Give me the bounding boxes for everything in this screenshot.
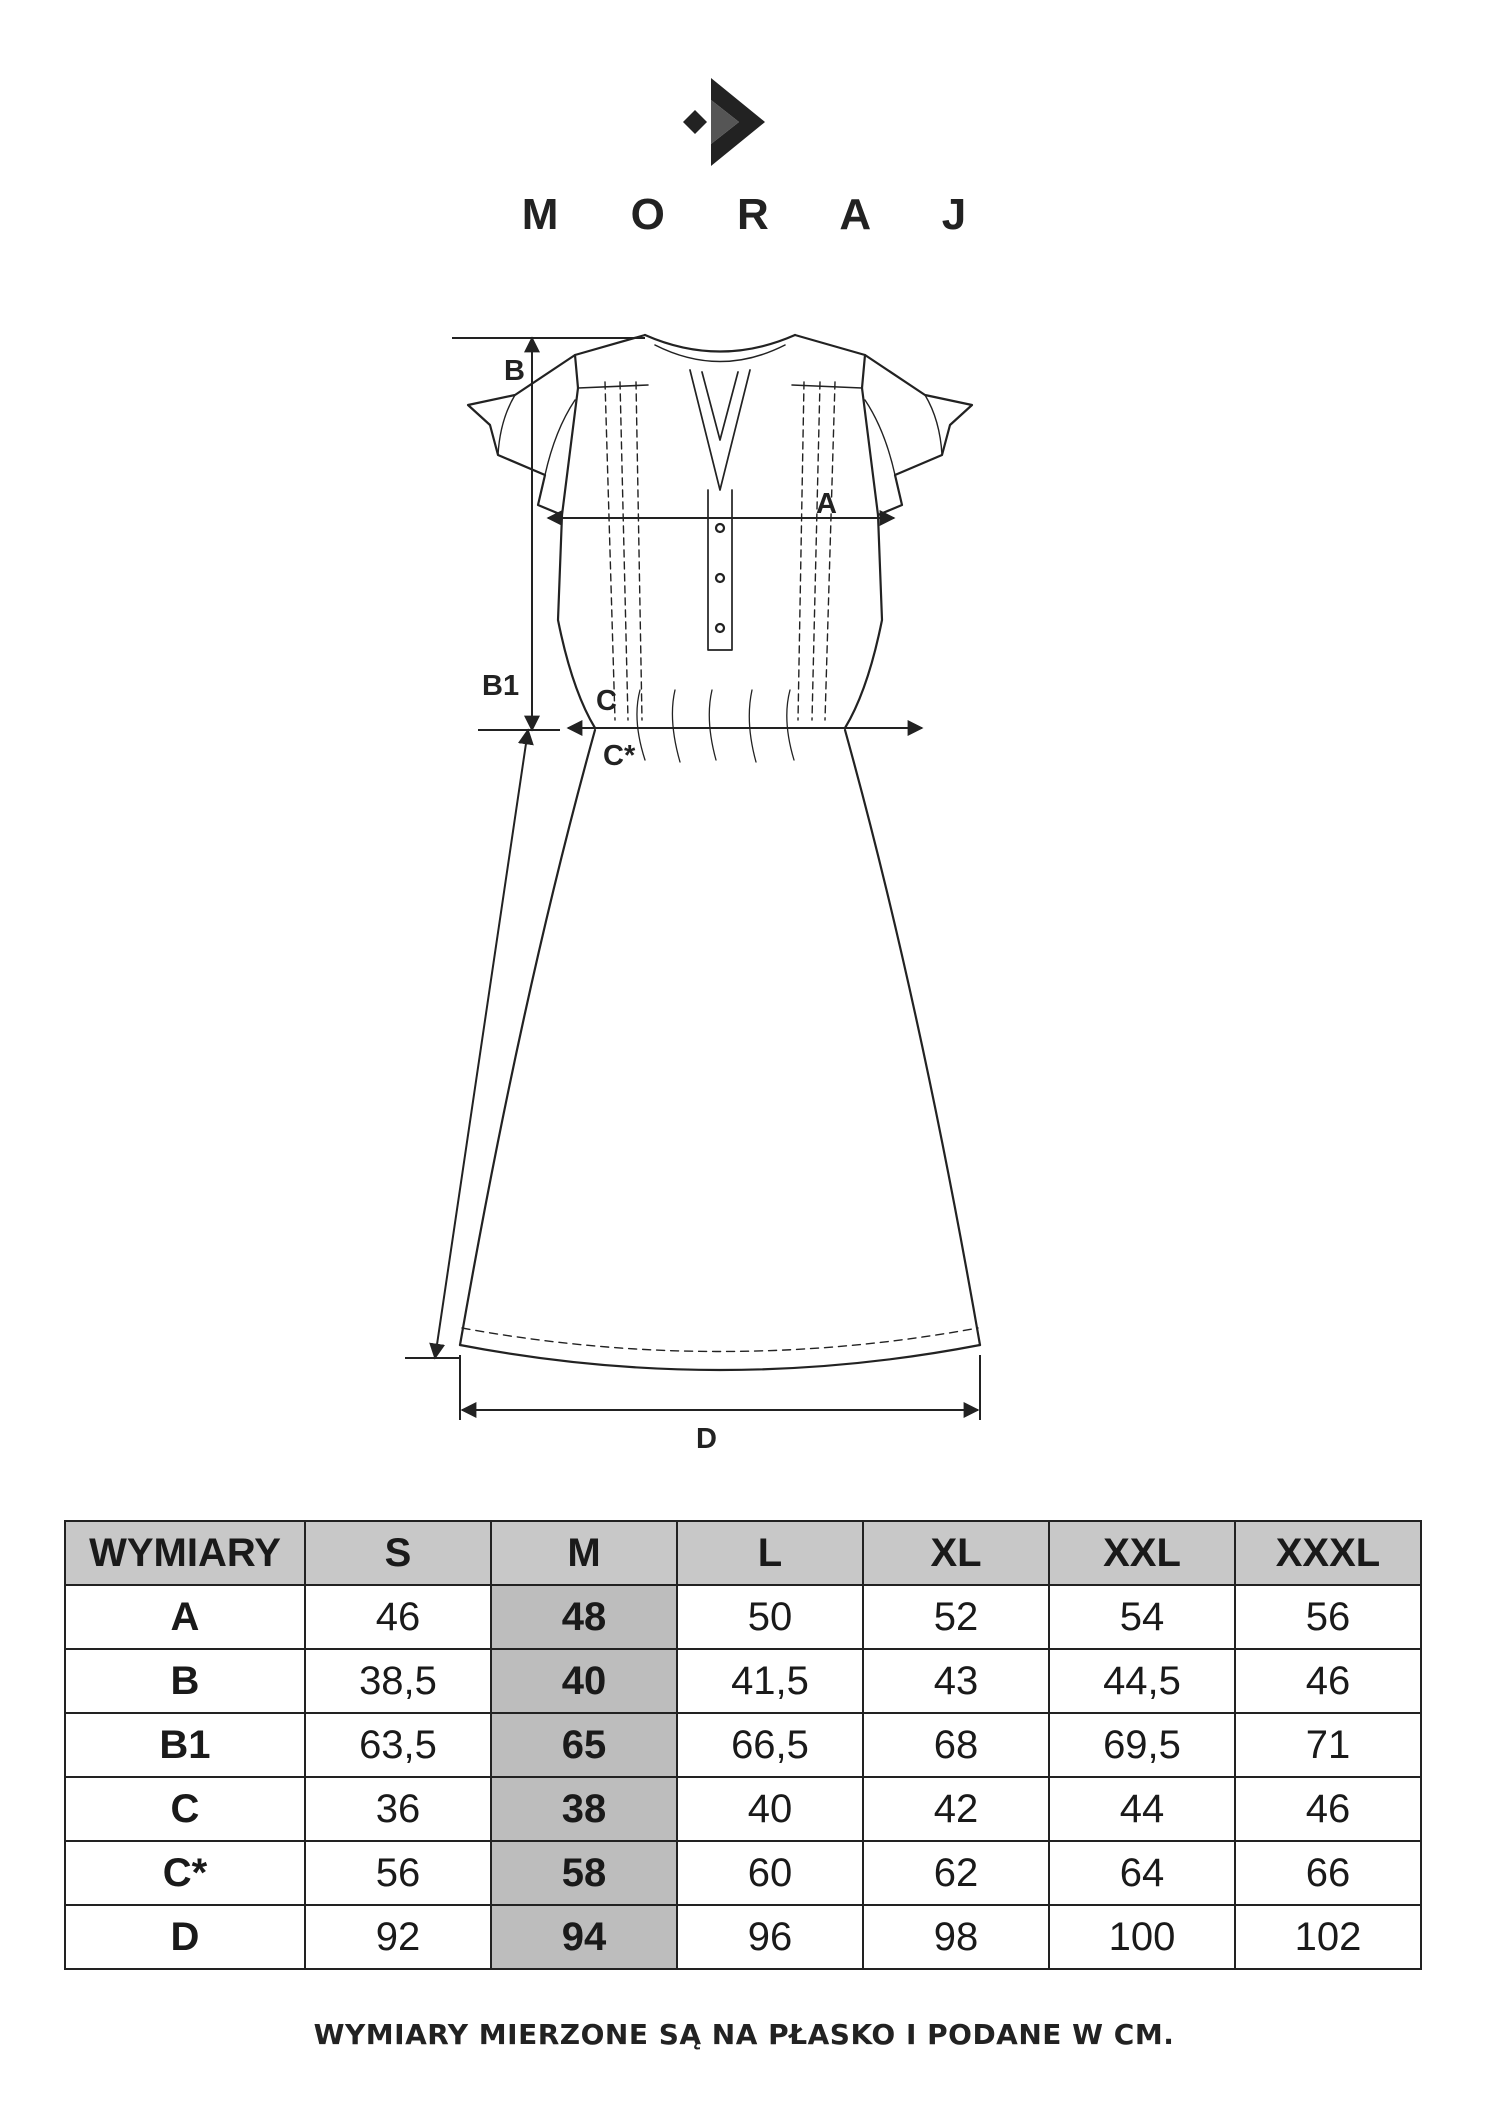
table-cell: 69,5 <box>1049 1713 1235 1777</box>
table-cell: 46 <box>1235 1649 1421 1713</box>
table-cell-highlighted: 40 <box>491 1649 677 1713</box>
label-d: D <box>696 1423 717 1455</box>
table-cell: 98 <box>863 1905 1049 1969</box>
table-cell: 100 <box>1049 1905 1235 1969</box>
table-cell: 56 <box>1235 1585 1421 1649</box>
size-table-header <box>65 1521 1421 1585</box>
moraj-chevron-logo-icon <box>683 78 765 166</box>
table-row <box>65 1649 1421 1713</box>
table-row <box>65 1905 1421 1969</box>
table-cell-highlighted: 38 <box>491 1777 677 1841</box>
table-cell-highlighted: 58 <box>491 1841 677 1905</box>
table-cell: 68 <box>863 1713 1049 1777</box>
label-b: B <box>504 355 525 387</box>
table-cell: 64 <box>1049 1841 1235 1905</box>
table-cell: 56 <box>305 1841 491 1905</box>
table-cell: 44,5 <box>1049 1649 1235 1713</box>
row-label: C <box>65 1777 305 1841</box>
header-size-xxxl: XXXL <box>1235 1521 1421 1585</box>
table-cell: 36 <box>305 1777 491 1841</box>
table-cell: 46 <box>1235 1777 1421 1841</box>
table-cell: 52 <box>863 1585 1049 1649</box>
collar-outline <box>645 335 795 352</box>
header-size-xl: XL <box>863 1521 1049 1585</box>
measure-b1-line <box>435 730 528 1358</box>
header-size-m: M <box>491 1521 677 1585</box>
bodice-right-side <box>845 515 882 728</box>
table-cell-highlighted: 48 <box>491 1585 677 1649</box>
table-row <box>65 1585 1421 1649</box>
table-cell: 50 <box>677 1585 863 1649</box>
skirt-left-side <box>460 730 595 1345</box>
row-label: D <box>65 1905 305 1969</box>
label-c-star: C* <box>603 740 636 772</box>
table-row <box>65 1777 1421 1841</box>
table-cell: 41,5 <box>677 1649 863 1713</box>
table-cell: 46 <box>305 1585 491 1649</box>
label-b1: B1 <box>482 670 520 702</box>
table-cell: 96 <box>677 1905 863 1969</box>
table-cell: 44 <box>1049 1777 1235 1841</box>
header-measurements: WYMIARY <box>65 1521 305 1585</box>
table-cell: 62 <box>863 1841 1049 1905</box>
hem <box>460 1345 980 1370</box>
placket <box>690 370 750 650</box>
brand-name: M O R A J <box>521 190 997 239</box>
table-cell: 92 <box>305 1905 491 1969</box>
table-cell: 54 <box>1049 1585 1235 1649</box>
header-size-s: S <box>305 1521 491 1585</box>
table-cell: 60 <box>677 1841 863 1905</box>
table-cell: 102 <box>1235 1905 1421 1969</box>
row-label: B1 <box>65 1713 305 1777</box>
dress-sketch <box>0 300 1488 1480</box>
table-cell: 63,5 <box>305 1713 491 1777</box>
sleeve-right <box>862 355 972 515</box>
table-row <box>65 1841 1421 1905</box>
table-cell: 66,5 <box>677 1713 863 1777</box>
table-cell: 38,5 <box>305 1649 491 1713</box>
header-size-l: L <box>677 1521 863 1585</box>
row-label: C* <box>65 1841 305 1905</box>
measurement-footnote: WYMIARY MIERZONE SĄ NA PŁASKO I PODANE W CM. <box>313 2018 1175 2051</box>
row-label: B <box>65 1649 305 1713</box>
table-cell: 71 <box>1235 1713 1421 1777</box>
skirt-right-side <box>845 730 980 1345</box>
table-cell-highlighted: 65 <box>491 1713 677 1777</box>
size-table <box>64 1520 1422 1970</box>
table-cell-highlighted: 94 <box>491 1905 677 1969</box>
header-size-xxl: XXL <box>1049 1521 1235 1585</box>
table-row <box>65 1713 1421 1777</box>
table-cell: 66 <box>1235 1841 1421 1905</box>
row-label: A <box>65 1585 305 1649</box>
bodice-left-side <box>558 515 595 728</box>
label-c: C <box>596 685 617 717</box>
shoulder-right <box>795 335 865 388</box>
table-cell: 42 <box>863 1777 1049 1841</box>
shoulder-left <box>575 335 645 388</box>
label-a: A <box>816 488 837 520</box>
table-cell: 40 <box>677 1777 863 1841</box>
table-cell: 43 <box>863 1649 1049 1713</box>
